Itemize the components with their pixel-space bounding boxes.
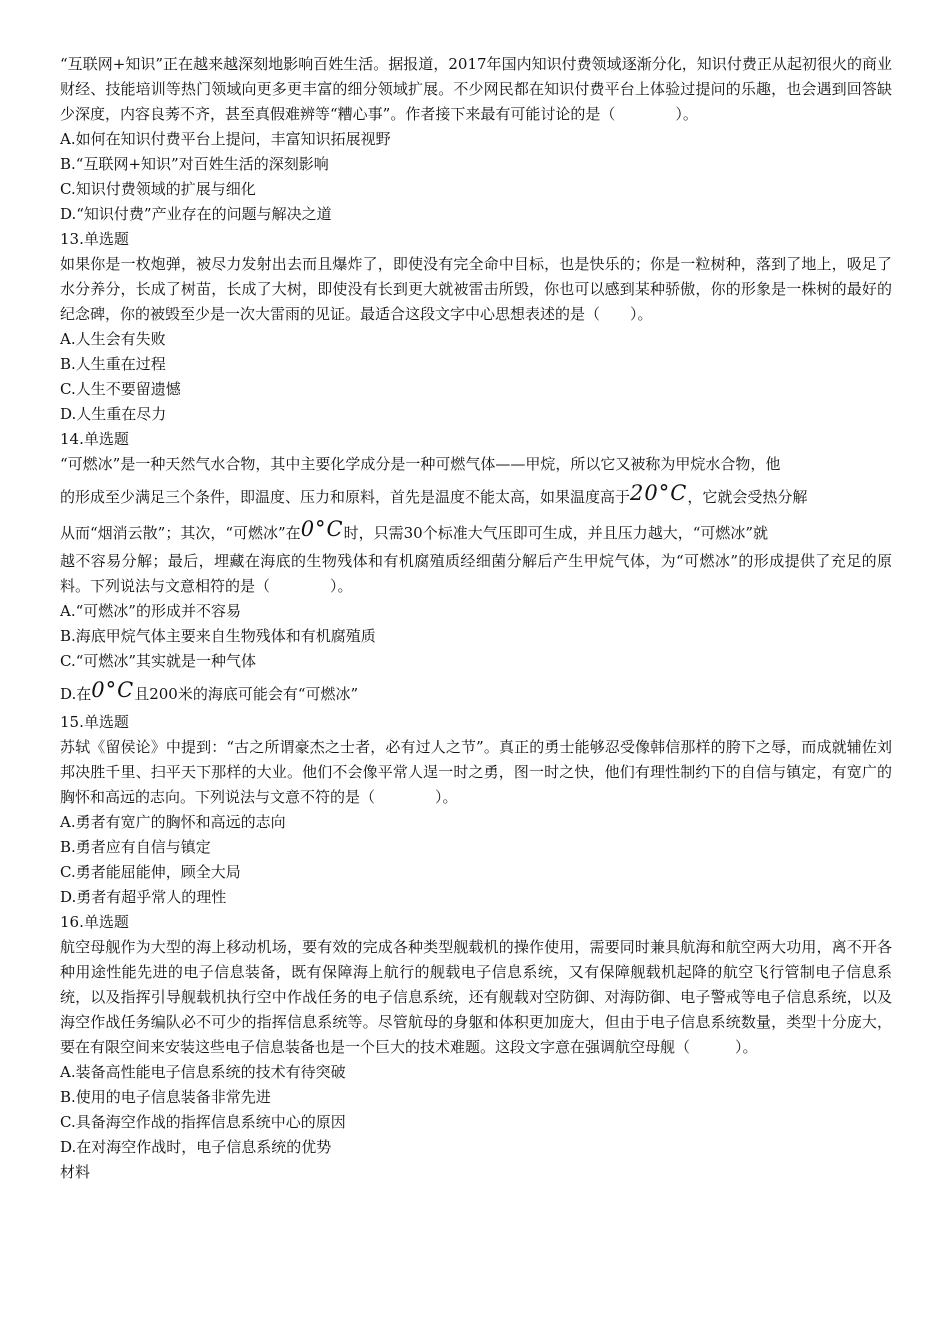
temperature-0c: 0°C bbox=[300, 517, 344, 541]
q15-option-a: A.勇者有宽广的胸怀和高远的志向 bbox=[60, 813, 286, 831]
q16-option-d: D.在对海空作战时，电子信息系统的优势 bbox=[60, 1138, 332, 1156]
q12-option-b: B.“互联网+知识”对百姓生活的深刻影响 bbox=[60, 155, 329, 173]
q14-stem-line-3b: 时，只需30个标准大气压即可生成，并且压力越大，“可燃冰”就 bbox=[343, 524, 769, 542]
q15-option-d: D.勇者有超乎常人的理性 bbox=[60, 888, 227, 906]
q15-stem: 苏轼《留侯论》中提到：“古之所谓豪杰之士者，必有过人之节”。真正的勇士能够忍受像韩信那样的胯下之辱，而成就辅佐刘邦决胜千里、扫平天下那样的大业。他们不会像平常人逞一时之勇，图一时之快，他们有理性制约下的自信与镇定，有宽广的胸怀和高远的志向。下列说法与文意不符的是（ ）。 bbox=[60, 738, 892, 806]
q16-option-c: C.具备海空作战的指挥信息系统中心的原因 bbox=[60, 1113, 346, 1131]
q14-option-d-prefix: D.在 bbox=[60, 685, 92, 703]
q13-option-b: B.人生重在过程 bbox=[60, 355, 166, 373]
temperature-0c-option: 0°C bbox=[91, 678, 135, 702]
q12-stem: “互联网+知识”正在越来越深刻地影响百姓生活。据报道，2017年国内知识付费领域逐渐分化，知识付费正从起初很火的商业财经、技能培训等热门领域向更多更丰富的细分领域扩展。不少网民都在知识付费平台上体验过提问的乐趣，也会遇到回答缺少深度，内容良莠不齐，甚至真假难辨等“糟心事”。作者接下来最有可能讨论的是（ ）。 bbox=[60, 55, 892, 123]
q14-stem-line-3a: 从而“烟消云散”；其次，“可燃冰”在 bbox=[60, 524, 301, 542]
q14-stem-line-3 bbox=[60, 513, 892, 549]
q14-stem-rest: 越不容易分解；最后，埋藏在海底的生物残体和有机腐殖质经细菌分解后产生甲烷气体，为“可燃冰”的形成提供了充足的原料。下列说法与文意相符的是（ ）。 bbox=[60, 552, 892, 595]
q14-stem-line-1: “可燃冰”是一种天然气水合物，其中主要化学成分是一种可燃气体——甲烷，所以它又被称为甲烷水合物，他 bbox=[60, 455, 781, 473]
q15-option-c: C.勇者能屈能伸，顾全大局 bbox=[60, 863, 241, 881]
q14-option-a: A.“可燃冰”的形成并不容易 bbox=[60, 602, 241, 620]
section-label-material: 材料 bbox=[60, 1163, 91, 1181]
q12-option-c: C.知识付费领域的扩展与细化 bbox=[60, 180, 256, 198]
q13-header: 13.单选题 bbox=[60, 230, 129, 248]
q14-stem-line-2 bbox=[60, 477, 892, 513]
question-page bbox=[60, 52, 892, 1185]
q13-option-d: D.人生重在尽力 bbox=[60, 405, 167, 423]
q14-header: 14.单选题 bbox=[60, 430, 129, 448]
q15-header: 15.单选题 bbox=[60, 713, 129, 731]
q13-option-c: C.人生不要留遗憾 bbox=[60, 380, 181, 398]
q13-stem: 如果你是一枚炮弹，被尽力发射出去而且爆炸了，即使没有完全命中目标，也是快乐的；你是一粒树种，落到了地上，吸足了水分养分，长成了树苗，长成了大树，即使没有长到更大就被雷击所毁，你也可以感到某种骄傲，你的形象是一株树的最好的纪念碑，你的被毁至少是一次大雷雨的见证。最适合这段文字中心思想表述的是（ ）。 bbox=[60, 255, 892, 323]
q14-option-d-suffix: 且200米的海底可能会有“可燃冰” bbox=[134, 685, 359, 703]
q15-option-b: B.勇者应有自信与镇定 bbox=[60, 838, 211, 856]
temperature-20c: 20°C bbox=[630, 481, 688, 505]
q14-option-c: C.“可燃冰”其实就是一种气体 bbox=[60, 652, 257, 670]
q16-header: 16.单选题 bbox=[60, 913, 129, 931]
q13-option-a: A.人生会有失败 bbox=[60, 330, 166, 348]
q16-option-a: A.装备高性能电子信息系统的技术有待突破 bbox=[60, 1063, 346, 1081]
q14-stem-line-2b: ，它就会受热分解 bbox=[687, 488, 808, 506]
q16-stem: 航空母舰作为大型的海上移动机场，要有效的完成各种类型舰载机的操作使用，需要同时兼具航海和航空两大功用，离不开各种用途性能先进的电子信息装备，既有保障海上航行的舰载电子信息系统，又有保障舰载机起降的航空飞行管制电子信息系统，以及指挥引导舰载机执行空中作战任务的电子信息系统，还有舰载对空防御、对海防御、电子警戒等电子信息系统，以及海空作战任务编队必不可少的指挥信息系统等。尽管航母的身躯和体积更加庞大，但由于电子信息系统数量，类型十分庞大，要在有限空间来安装这些电子信息装备也是一个巨大的技术难题。这段文字意在强调航空母舰（ ）。 bbox=[60, 938, 892, 1056]
q12-option-a: A.如何在知识付费平台上提问，丰富知识拓展视野 bbox=[60, 130, 391, 148]
q16-option-b: B.使用的电子信息装备非常先进 bbox=[60, 1088, 271, 1106]
q14-option-b: B.海底甲烷气体主要来自生物残体和有机腐殖质 bbox=[60, 627, 376, 645]
q14-stem-line-2a: 的形成至少满足三个条件，即温度、压力和原料，首先是温度不能太高，如果温度高于 bbox=[60, 488, 631, 506]
q14-option-d bbox=[60, 674, 892, 710]
q12-option-d: D.“知识付费”产业存在的问题与解决之道 bbox=[60, 205, 332, 223]
